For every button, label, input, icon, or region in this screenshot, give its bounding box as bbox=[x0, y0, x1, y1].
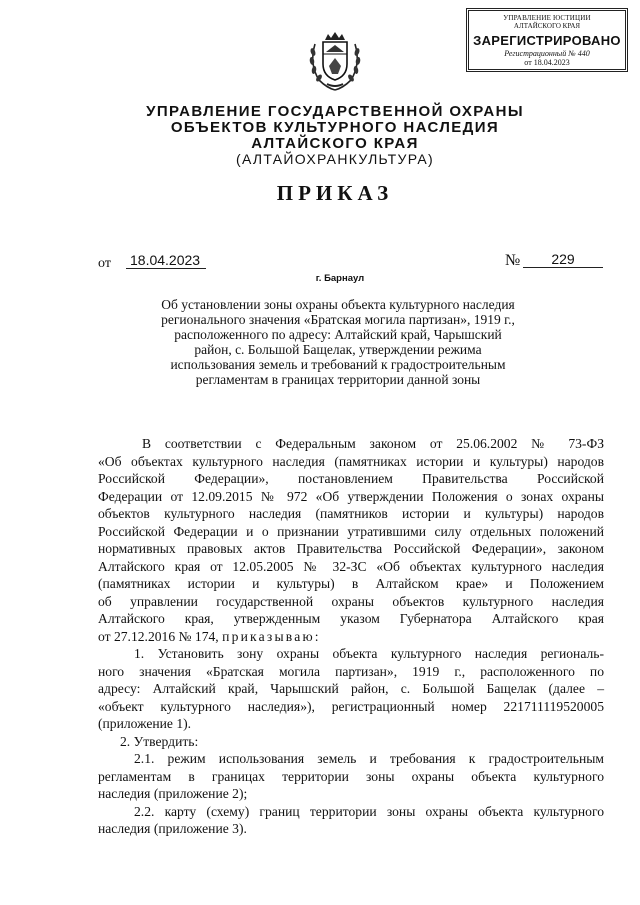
subject-line: район, с. Большой Бащелак, утверждении режима bbox=[194, 342, 482, 357]
document-date: 18.04.2023 bbox=[126, 252, 206, 269]
item1-line: ного значения «Братская могила партизан», 1919 г., расположенного по bbox=[98, 663, 604, 679]
item2-heading: 2. Утвердить: bbox=[120, 733, 199, 749]
preamble-line: (памятниках истории и культуры) в Алтайском крае» и Положением bbox=[98, 576, 604, 591]
item21-line: регламентам в границах территории зоны охраны объекта культурного bbox=[98, 768, 604, 784]
stamp-authority-line2: АЛТАЙСКОГО КРАЯ bbox=[513, 22, 581, 30]
document-number: 229 bbox=[523, 251, 603, 268]
subject-line: использования земель и требований к градостроительным bbox=[170, 357, 506, 372]
org-name-line3: АЛТАЙСКОГО КРАЯ bbox=[251, 135, 419, 152]
org-name-line1: УПРАВЛЕНИЕ ГОСУДАРСТВЕННОЙ ОХРАНЫ bbox=[146, 103, 524, 120]
preamble-tail: от 27.12.2016 № 174, bbox=[98, 628, 219, 644]
item1-line: адресу: Алтайский край, Чарышский район, с. Большой Бащелак (далее – bbox=[98, 681, 604, 696]
preamble-line: Российской Федерации и о признании утратившими силу отдельных положений bbox=[98, 523, 604, 539]
subject-line: расположенного по адресу: Алтайский край, Чарышский bbox=[174, 327, 502, 342]
preamble-line: Алтайского края от 12.05.2005 № 32-ЗС «Об объектах культурного наследия bbox=[98, 558, 604, 574]
preamble-line: Алтайского края, утвержденным указом Губернатора Алтайского края bbox=[98, 611, 604, 626]
preamble-line: Российской Федерации», постановлением Правительства Российской bbox=[98, 471, 604, 486]
coat-of-arms-icon bbox=[307, 30, 363, 92]
preamble-line: В соответствии с Федеральным законом от 25.06.2002 № 73-ФЗ bbox=[142, 436, 604, 451]
preamble-line: Федерации от 12.09.2015 № 972 «Об утверждении Положения о зонах охраны bbox=[98, 488, 604, 504]
preamble-line: нормативных правовых актов Правительства Российской Федерации», законом bbox=[98, 541, 604, 556]
item1-line: (приложение 1). bbox=[98, 716, 192, 731]
subject-line: Об установлении зоны охраны объекта культурного наследия bbox=[161, 297, 515, 312]
number-label: № bbox=[505, 252, 521, 269]
issue-city: г. Барнаул bbox=[315, 273, 365, 284]
org-name-line2: ОБЪЕКТОВ КУЛЬТУРНОГО НАСЛЕДИЯ bbox=[170, 119, 500, 136]
item21-line: наследия (приложение 2); bbox=[98, 786, 248, 801]
subject-line: регламентам в границах территории данной зоны bbox=[195, 372, 481, 387]
preamble-last-line bbox=[98, 628, 604, 646]
document-title: ПРИКАЗ bbox=[276, 181, 394, 205]
org-short-name: (АЛТАЙОХРАНКУЛЬТУРА) bbox=[236, 151, 434, 167]
document-body bbox=[98, 435, 604, 838]
item22-line: 2.2. карту (схему) границ территории зоны охраны объекта культурного bbox=[134, 803, 604, 819]
stamp-reg-number: Регистрационный № 440 bbox=[504, 49, 590, 58]
item21-line: 2.1. режим использования земель и требования к градостроительным bbox=[134, 751, 604, 766]
stamp-reg-date: от 18.04.2023 bbox=[524, 58, 570, 67]
stamp-status: ЗАРЕГИСТРИРОВАНО bbox=[473, 33, 621, 48]
order-word: приказываю: bbox=[222, 628, 321, 644]
stamp-authority-line1: УПРАВЛЕНИЕ ЮСТИЦИИ bbox=[503, 14, 591, 22]
registration-stamp bbox=[466, 8, 628, 72]
item22-line: наследия (приложение 3). bbox=[98, 821, 247, 836]
preamble-line: объектов культурного наследия (памятников истории и культуры) народов bbox=[98, 506, 604, 521]
item1-line: «объект культурного наследия»), регистрационный номер 221711119520005 bbox=[98, 698, 604, 714]
item1-line: 1. Установить зону охраны объекта культурного наследия региональ- bbox=[134, 646, 604, 661]
date-label: от bbox=[98, 256, 111, 271]
document-subject bbox=[118, 297, 558, 387]
preamble-line: «Об объектах культурного наследия (памятниках истории и культуры) народов bbox=[98, 453, 604, 469]
subject-line: регионального значения «Братская могила партизан», 1919 г., bbox=[161, 312, 515, 327]
preamble-line: об управлении государственной охраны объектов культурного наследия bbox=[98, 593, 604, 609]
